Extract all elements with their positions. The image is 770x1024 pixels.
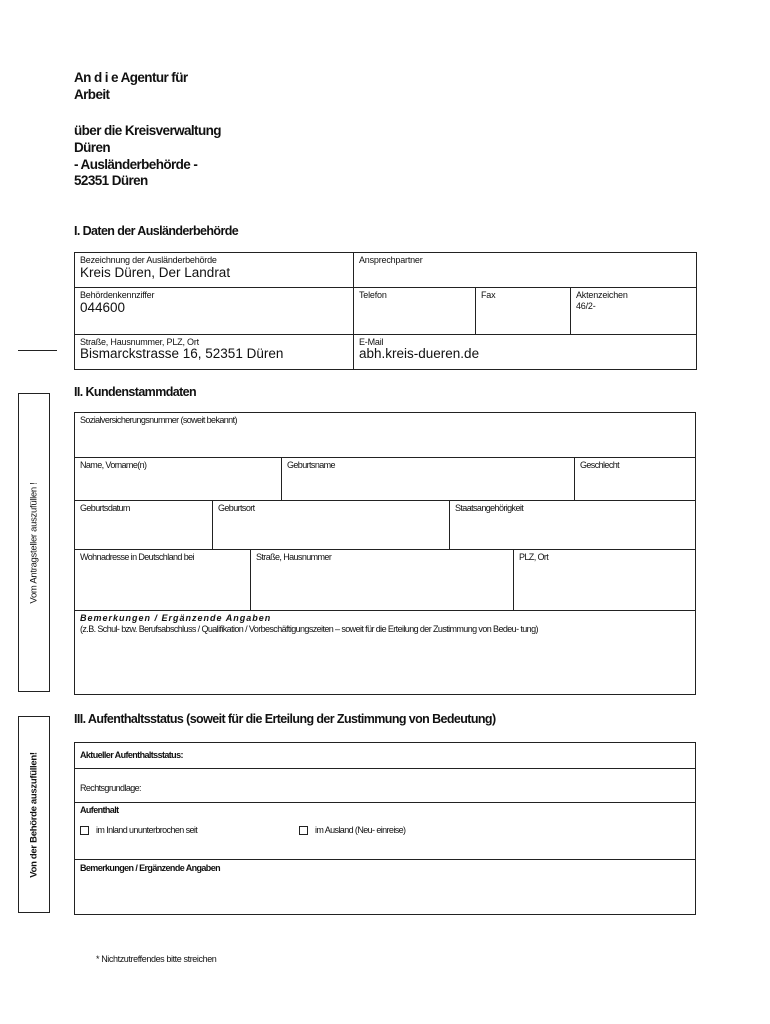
behoerde-value: Kreis Düren, Der Landrat xyxy=(80,265,231,280)
sv-label: Sozialversicherungsnummer (soweit bekannt) xyxy=(80,415,237,425)
telefon-label: Telefon xyxy=(359,290,387,300)
aufenthalt-field xyxy=(74,802,696,860)
authority-side-label xyxy=(18,716,50,913)
aufenthaltsstatus-box xyxy=(74,742,696,915)
staatsangehoerigkeit-field[interactable] xyxy=(449,500,696,550)
rechtsgrundlage-field[interactable] xyxy=(74,768,696,803)
ansprechpartner-field[interactable] xyxy=(353,252,697,288)
authority-side-text: Von der Behörde auszufüllen! xyxy=(28,751,40,878)
geburtsdatum-label: Geburtsdatum xyxy=(80,503,130,513)
ausland-checkbox[interactable] xyxy=(299,826,308,835)
aufenthalt-label: Aufenthalt xyxy=(80,805,119,815)
geburtsort-label: Geburtsort xyxy=(218,503,255,513)
kennziffer-field[interactable] xyxy=(74,287,354,335)
kundenstammdaten-box xyxy=(74,412,696,695)
rechtsgrundlage-label: Rechtsgrundlage: xyxy=(80,783,141,793)
status-field[interactable] xyxy=(74,742,696,769)
wohnadresse-field[interactable] xyxy=(74,549,251,611)
ausland-label: im Ausland (Neu- einreise) xyxy=(315,825,406,835)
telefon-field[interactable] xyxy=(353,287,476,335)
email-value: abh.kreis-dueren.de xyxy=(359,346,480,361)
wohnadresse-label: Wohnadresse in Deutschland bei xyxy=(80,552,194,562)
aktenzeichen-field[interactable] xyxy=(570,287,697,335)
address-line-4: Düren xyxy=(74,140,111,155)
bemerkungen-field[interactable] xyxy=(74,610,696,695)
address-line-5: - Ausländerbehörde - xyxy=(74,157,198,172)
sv-number-field[interactable] xyxy=(74,412,696,458)
applicant-side-text: Vom Antragsteller auszufüllen ! xyxy=(28,481,40,604)
name-label: Name, Vorname(n) xyxy=(80,460,147,470)
kennziffer-label: Behördenkennziffer xyxy=(80,290,155,300)
behoerde-field[interactable] xyxy=(74,252,354,288)
aktenzeichen-label: Aktenzeichen xyxy=(576,290,628,300)
section-2-title: II. Kundenstammdaten xyxy=(74,385,197,399)
fax-field[interactable] xyxy=(475,287,571,335)
wohn-strasse-field[interactable] xyxy=(250,549,514,611)
name-field[interactable] xyxy=(74,457,282,501)
strasse-label: Straße, Hausnummer, PLZ, Ort xyxy=(80,337,199,347)
geburtsdatum-field[interactable] xyxy=(74,500,213,550)
geburtsname-label: Geburtsname xyxy=(287,460,335,470)
behoerde-label: Bezeichnung der Ausländerbehörde xyxy=(80,255,217,265)
inland-option[interactable] xyxy=(80,825,197,835)
address-line-2: Arbeit xyxy=(74,87,110,102)
address-line-3: über die Kreisverwaltung xyxy=(74,123,221,138)
geschlecht-field[interactable] xyxy=(574,457,696,501)
wohn-strasse-label: Straße, Hausnummer xyxy=(256,552,332,562)
fold-mark xyxy=(18,350,57,351)
bemerkungen-3-field[interactable] xyxy=(74,859,696,915)
bemerkungen-title: Bemerkungen / Ergänzende Angaben xyxy=(80,613,272,623)
strasse-field[interactable] xyxy=(74,334,354,370)
kennziffer-value: 044600 xyxy=(80,300,126,315)
staat-label: Staatsangehörigkeit xyxy=(455,503,524,513)
applicant-side-label xyxy=(18,393,50,692)
geschlecht-label: Geschlecht xyxy=(580,460,620,470)
geburtsname-field[interactable] xyxy=(281,457,575,501)
address-line-1: An d i e Agentur für xyxy=(74,70,188,85)
inland-label: im Inland ununterbrochen seit xyxy=(96,825,198,835)
geburtsort-field[interactable] xyxy=(212,500,450,550)
status-label: Aktueller Aufenthaltsstatus: xyxy=(80,750,183,760)
strasse-value: Bismarckstrasse 16, 52351 Düren xyxy=(80,346,284,361)
bemerkungen-sub: (z.B. Schul- bzw. Berufsabschluss / Qualifikation / Vorbeschäftigungszeiten – soweit für die Erteilung der Zustimmung von Bedeu- tung) xyxy=(80,624,538,634)
email-field[interactable] xyxy=(353,334,697,370)
footnote: * Nichtzutreffendes bitte streichen xyxy=(96,954,217,964)
plz-label: PLZ, Ort xyxy=(519,552,549,562)
bemerkungen-3-label: Bemerkungen / Ergänzende Angaben xyxy=(80,863,220,873)
section-3-title: III. Aufenthaltsstatus (soweit für die Erteilung der Zustimmung von Bedeutung) xyxy=(74,712,496,726)
address-line-6: 52351 Düren xyxy=(74,173,148,188)
ausland-option[interactable] xyxy=(299,825,405,835)
inland-checkbox[interactable] xyxy=(80,826,89,835)
fax-label: Fax xyxy=(481,290,496,300)
section-1-title: I. Daten der Ausländerbehörde xyxy=(74,224,239,238)
aktenzeichen-value: 46/2- xyxy=(576,301,596,311)
ansprechpartner-label: Ansprechpartner xyxy=(359,255,423,265)
plz-ort-field[interactable] xyxy=(513,549,696,611)
email-label: E-Mail xyxy=(359,337,384,347)
